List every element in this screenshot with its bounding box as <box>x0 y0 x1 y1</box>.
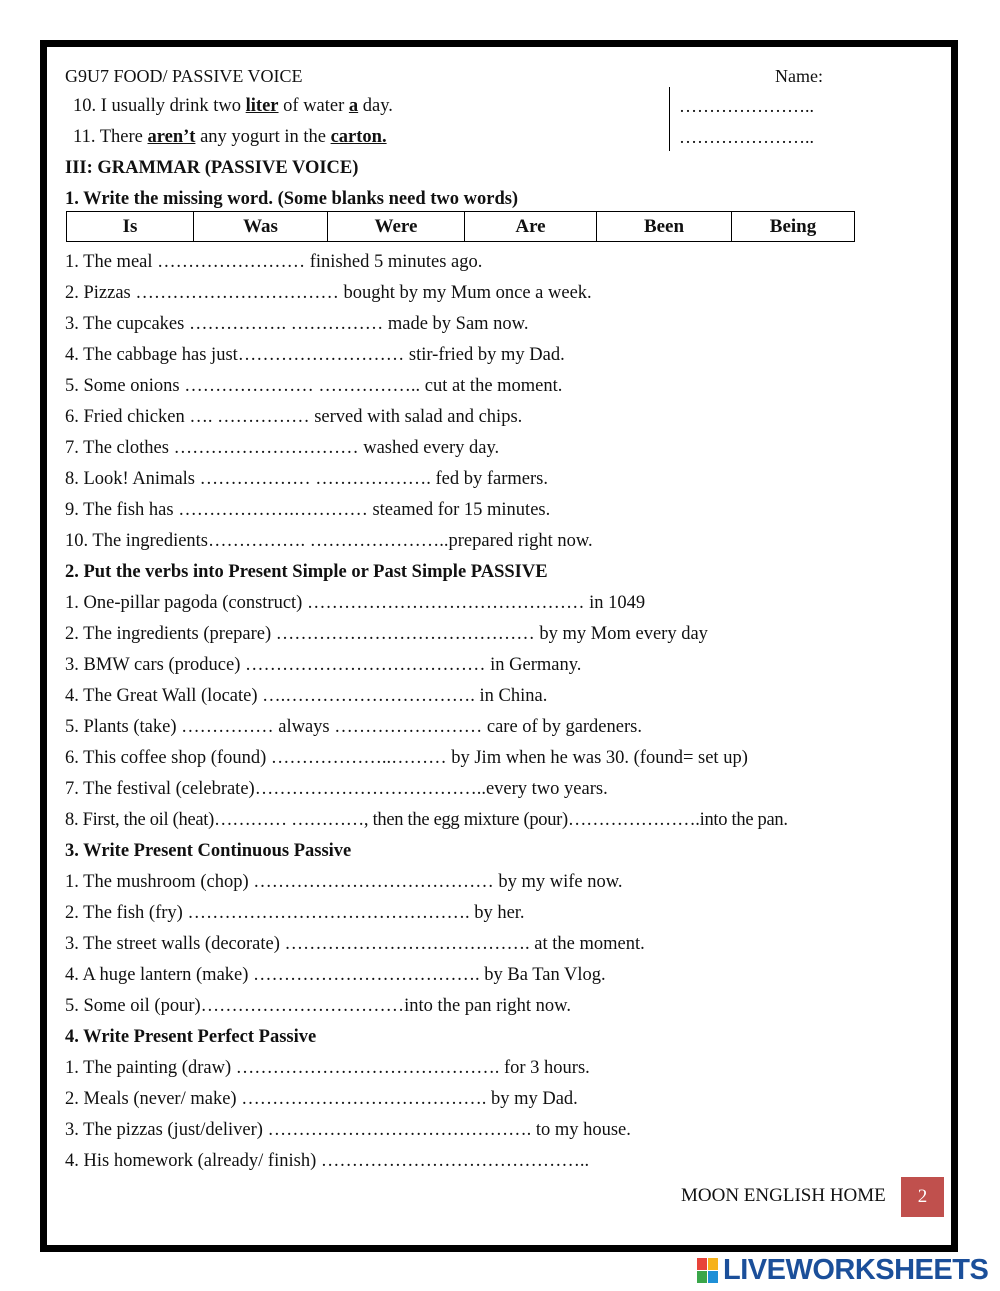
ex2-item-7: 7. The festival (celebrate)………………………………..every two years. <box>65 779 608 799</box>
answer-field-11[interactable]: ………………….. <box>679 127 814 147</box>
word-bank <box>66 211 855 242</box>
liveworksheets-logo[interactable] <box>697 1254 988 1286</box>
ex1-item-4: 4. The cabbage has just……………………… stir-fried by my Dad. <box>65 345 565 365</box>
ex1-item-5: 5. Some onions ………………… …………….. cut at the moment. <box>65 376 563 396</box>
ex2-item-1: 1. One-pillar pagoda (construct) ……………………………………… in 1049 <box>65 593 646 613</box>
word-is: Is <box>67 212 194 242</box>
ex4-item-2: 2. Meals (never/ make) …………………………………. by my Dad. <box>65 1089 578 1109</box>
ex2-item-4: 4. The Great Wall (locate) ….…………………………. in China. <box>65 686 548 706</box>
exercise2-title: 2. Put the verbs into Present Simple or Past Simple PASSIVE <box>65 562 548 582</box>
ex1-item-3: 3. The cupcakes ……………. …………… made by Sam now. <box>65 314 529 334</box>
top-item-10: 10. I usually drink two liter of water a day. <box>73 96 393 116</box>
ex3-item-1: 1. The mushroom (chop) ………………………………… by my wife now. <box>65 872 623 892</box>
liveworksheets-icon <box>697 1256 719 1284</box>
ex1-item-1: 1. The meal …………………… finished 5 minutes ago. <box>65 252 483 272</box>
ex3-item-3: 3. The street walls (decorate) …………………………………. at the moment. <box>65 934 645 954</box>
page-number-badge: 2 <box>901 1177 944 1217</box>
section-title: III: GRAMMAR (PASSIVE VOICE) <box>65 158 359 178</box>
ex3-item-5: 5. Some oil (pour)……………………………into the pan right now. <box>65 996 571 1016</box>
ex3-item-2: 2. The fish (fry) ………………………………………. by her. <box>65 903 525 923</box>
exercise3-title: 3. Write Present Continuous Passive <box>65 841 352 861</box>
ex3-item-4: 4. A huge lantern (make) ………………………………. by Ba Tan Vlog. <box>65 965 606 985</box>
ex2-item-6: 6. This coffee shop (found) ………………..……… by Jim when he was 30. (found= set up) <box>65 748 748 768</box>
ex1-item-6: 6. Fried chicken …. …………… served with salad and chips. <box>65 407 523 427</box>
word-were: Were <box>328 212 465 242</box>
footer-brand: MOON ENGLISH HOME <box>681 1185 886 1206</box>
ex2-item-3: 3. BMW cars (produce) ………………………………… in Germany. <box>65 655 582 675</box>
ex1-item-7: 7. The clothes ………………………… washed every day. <box>65 438 500 458</box>
name-label: Name: <box>775 66 823 86</box>
exercise4-title: 4. Write Present Perfect Passive <box>65 1027 317 1047</box>
word-was: Was <box>194 212 328 242</box>
ex1-item-8: 8. Look! Animals ……………… ………………. fed by farmers. <box>65 469 548 489</box>
ex1-item-2: 2. Pizzas …………………………… bought by my Mum once a week. <box>65 283 592 303</box>
word-are: Are <box>465 212 597 242</box>
ex4-item-1: 1. The painting (draw) ……………………………………. for 3 hours. <box>65 1058 590 1078</box>
liveworksheets-text: LIVEWORKSHEETS <box>723 1253 989 1286</box>
worksheet-page <box>40 40 958 1252</box>
ex1-item-10: 10. The ingredients……………. …………………..prepared right now. <box>65 531 593 551</box>
ex2-item-2: 2. The ingredients (prepare) …………………………………… by my Mom every day <box>65 624 708 644</box>
word-being: Being <box>732 212 855 242</box>
ex2-item-5: 5. Plants (take) …………… always …………………… care of by gardeners. <box>65 717 642 737</box>
worksheet-title: G9U7 FOOD/ PASSIVE VOICE <box>65 66 303 86</box>
ex4-item-4: 4. His homework (already/ finish) …………………………………….. <box>65 1151 590 1171</box>
ex2-item-8: 8. First, the oil (heat)………… …………, then the egg mixture (pour)………………….into the pan. <box>65 810 788 830</box>
answer-divider <box>669 87 670 151</box>
ex4-item-3: 3. The pizzas (just/deliver) ……………………………………. to my house. <box>65 1120 631 1140</box>
ex1-item-9: 9. The fish has ……………….………… steamed for 15 minutes. <box>65 500 551 520</box>
top-item-11: 11. There aren’t any yogurt in the carton. <box>73 127 387 147</box>
word-been: Been <box>597 212 732 242</box>
answer-field-10[interactable]: ………………….. <box>679 96 814 116</box>
exercise1-title: 1. Write the missing word. (Some blanks need two words) <box>65 189 519 209</box>
